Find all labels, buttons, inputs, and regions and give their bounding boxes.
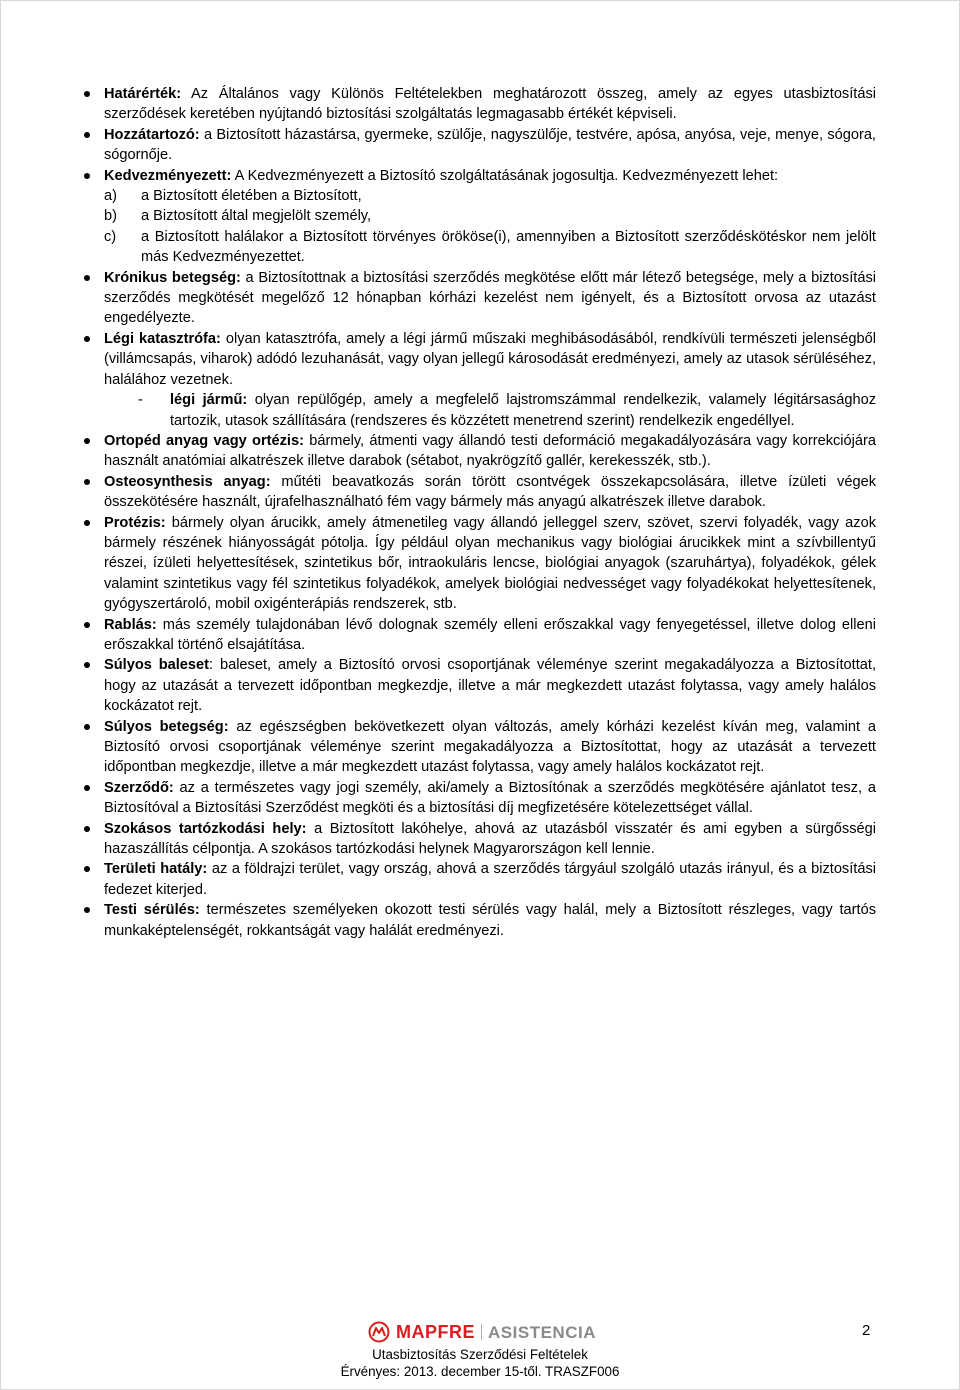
definition-term: Hozzátartozó: [104,126,200,143]
bullet-icon [84,132,90,138]
mapfre-asistencia-logo [4,1318,960,1346]
item-marker: c) [104,228,117,245]
bullet-icon [84,91,90,97]
beneficiary-item-c [104,227,876,268]
definition-term: Rablás: [104,616,157,633]
definition-text: bármely, átmenti vagy állandó testi deformáció megakadályozására vagy korrekciójára használt anatómiai alkatrészek illetve darabok (sétabot, nyakrögzítő gallér, kerekesszék, stb.). [104,432,876,470]
item-text: a Biztosított életében a Biztosított, [141,188,362,205]
page-number: 2 [862,1322,871,1339]
definition-text: az a természetes vagy jogi személy, aki/amely a Biztosítónak a szerződés megkötésére ajánlatot tesz, a Biztosítóval a Biztosítási Szerződést megköti és a biztosítási díj megfizetésére kötelezettséget vállal. [104,779,876,817]
footer-validity: Érvényes: 2013. december 15-től. TRASZF006 [340,1364,620,1379]
definition-osteosynthesis [84,472,876,513]
definition-text: bármely olyan árucikk, amely átmenetileg vagy állandó jelleggel szerv, szövet, szervi folyadék, vagy azok bármely részének hiányosságát pótolja. Így például olyan mechanikus vagy biológiai árucikkek mint a szívbillentyű részei, ízületi helyettesítések, szintetikus bőr, intraokuláris lencse, biológiai anyagok (szaruhártya), folyadékok, gélek valamint szintetikus vagy fél szintetikus folyadékok, amelyek biológiai nedvességet vagy folyadékokat helyettesítenek, gyógyszertároló, mobil oxigénterápiás rendszerek, stb. [104,514,876,613]
definition-term: Testi sérülés: [104,902,200,919]
bullet-icon [84,336,90,342]
bullet-icon [84,785,90,791]
definition-text: műtéti beavatkozás során törött csontvégek összekapcsolására, illetve ízületi végek összekötésére használt, újrafelhasználható fém vagy bármely más anyagú alkatrészek illetve darabok. [104,473,876,511]
definition-term: Kedvezményezett: [104,167,232,184]
logo-brand-text: MAPFRE [396,1321,476,1342]
definition-text: természetes személyeken okozott testi sérülés vagy halál, mely a Biztosított részleges, vagy tartós munkaképtelenségét, rokkantságát vagy halálát eredményezi. [104,902,877,939]
definition-legi-katasztrofa [84,329,876,431]
bullet-icon [84,520,90,526]
definition-text: a Biztosított házastársa, gyermeke, szülője, nagyszülője, testvére, apósa, anyósa, veje, menye, sógora, sógornője. [104,126,876,164]
bullet-icon [84,907,90,913]
definition-term: Osteosynthesis anyag: [104,473,271,490]
footer-document-title: Utasbiztosítás Szerződési Feltételek [372,1347,588,1362]
definition-testi-serules [84,900,876,941]
item-text: a Biztosított halálakor a Biztosított törvényes örököse(i), amennyiben a Biztosított szerződéskötéskor nem jelölt más Kedvezményezettet. [141,228,876,266]
definition-text: : baleset, amely a Biztosító orvosi csoportjának véleménye szerint megakadályozza a Biztosítottat, hogy az utazását a tervezett időpontban megkezdje, illetve a már megkezdett utazást folytassa, vagy amely halálos kockázatot rejt. [104,657,877,715]
definition-sulyos-baleset [84,655,876,716]
dash-marker: - [138,392,143,409]
definition-text: más személy tulajdonában lévő dolognak személy elleni erőszakkal vagy fenyegetéssel, illetve dolog elleni erőszakkal történő elsajátítása. [104,616,876,653]
definition-term: Súlyos baleset [104,657,210,674]
definition-term: Területi hatály: [104,861,208,878]
definition-szerzodo [84,778,876,819]
definition-term: Szokásos tartózkodási hely: [104,820,307,837]
definitions-list [84,84,876,941]
beneficiary-item-b [104,206,876,226]
beneficiary-item-a [104,186,876,206]
definition-text: olyan katasztrófa, amely a légi jármű műszaki meghibásodásából, rendkívüli természeti jelenségből (villámcsapás, viharok) adódó lezuhanását, vagy olyan jellegű károsodását eredményezi, amely az utasok sérüléséhez, halálához vezetnek. [104,330,876,388]
definition-text: a Biztosított lakóhelye, ahová az utazásból visszatér és ami egyben a sürgősségi hazaszállítás célpontja. A szokásos tartózkodási helynek Magyarországon kell lennie. [104,820,876,858]
bullet-icon [84,479,90,485]
item-text: a Biztosított által megjelölt személy, [141,208,372,225]
definition-text: A Kedvezményezett a Biztosító szolgáltatásának jogosultja. Kedvezményezett lehet: [231,167,779,184]
sub-definition-text: olyan repülőgép, amely a megfelelő lajstromszámmal rendelkezik, valamely légitársasághoz tartozik, utasok szállítására (rendszeres és közzétett menetrend szerint) rendelkezik engedéllyel. [170,392,876,429]
definition-teruleti-hataly [84,859,876,900]
definition-text: az a földrajzi terület, vagy ország, ahová a szerződés tárgyául szolgáló utazás irányul, és a biztosítási fedezet kiterjed. [104,861,876,898]
sub-definition-term: légi jármű: [170,392,248,409]
definition-term: Ortopéd anyag vagy ortézis: [104,432,304,449]
definition-kronikus-betegseg [84,268,876,329]
definition-hozzatartozo [84,125,876,166]
definition-ortoped-anyag [84,431,876,472]
definition-term: Légi katasztrófa: [104,330,221,347]
mapfre-logo-icon [368,1321,390,1343]
bullet-icon [84,662,90,668]
bullet-icon [84,173,90,179]
bullet-icon [84,826,90,832]
definition-sulyos-betegseg [84,717,876,778]
bullet-icon [84,724,90,730]
sub-definition-legi-jarmu [122,390,876,431]
bullet-icon [84,438,90,444]
definition-text: az egészségben bekövetkezett olyan változás, amely kórházi kezelést kíván meg, valamint a Biztosító orvosi csoportjának véleménye szerint megakadályozza a Biztosítottat, hogy az utazását a tervezett időpontban megkezdje, illetve a már megkezdett utazást folytassa, vagy amely halálos kockázatot rejt. [104,718,876,776]
definition-term: Krónikus betegség: [104,269,241,286]
page-footer [0,1318,960,1380]
item-marker: b) [104,208,117,225]
logo-divider [481,1324,482,1340]
definition-kedvezmenyezett [84,166,876,268]
definition-term: Súlyos betegség: [104,718,229,735]
bullet-icon [84,866,90,872]
item-marker: a) [104,188,117,205]
bullet-icon [84,275,90,281]
logo-sub-text: ASISTENCIA [488,1322,596,1342]
definition-term: Szerződő: [104,779,174,796]
definition-text: a Biztosítottnak a biztosítási szerződés megkötése előtt már létező betegsége, mely a biztosítási szerződés megkötését megelőző 12 hónapban kórházi kezelést nem igényelt, és a Biztosított orvosa az utazást engedélyezte. [104,269,876,327]
definition-hatarertek [84,84,876,125]
definition-protezis [84,513,876,615]
definition-rablas [84,615,876,656]
bullet-icon [84,622,90,628]
definition-szokasos-tartozkodasi-hely [84,819,876,860]
definition-term: Protézis: [104,514,166,531]
definition-text: Az Általános vagy Különös Feltételekben meghatározott összeg, amely az egyes utasbiztosítási szerződések keretében nyújtandó biztosítási szolgáltatás legmagasabb értékét képviseli. [104,86,876,123]
definition-term: Határérték: [104,86,182,102]
